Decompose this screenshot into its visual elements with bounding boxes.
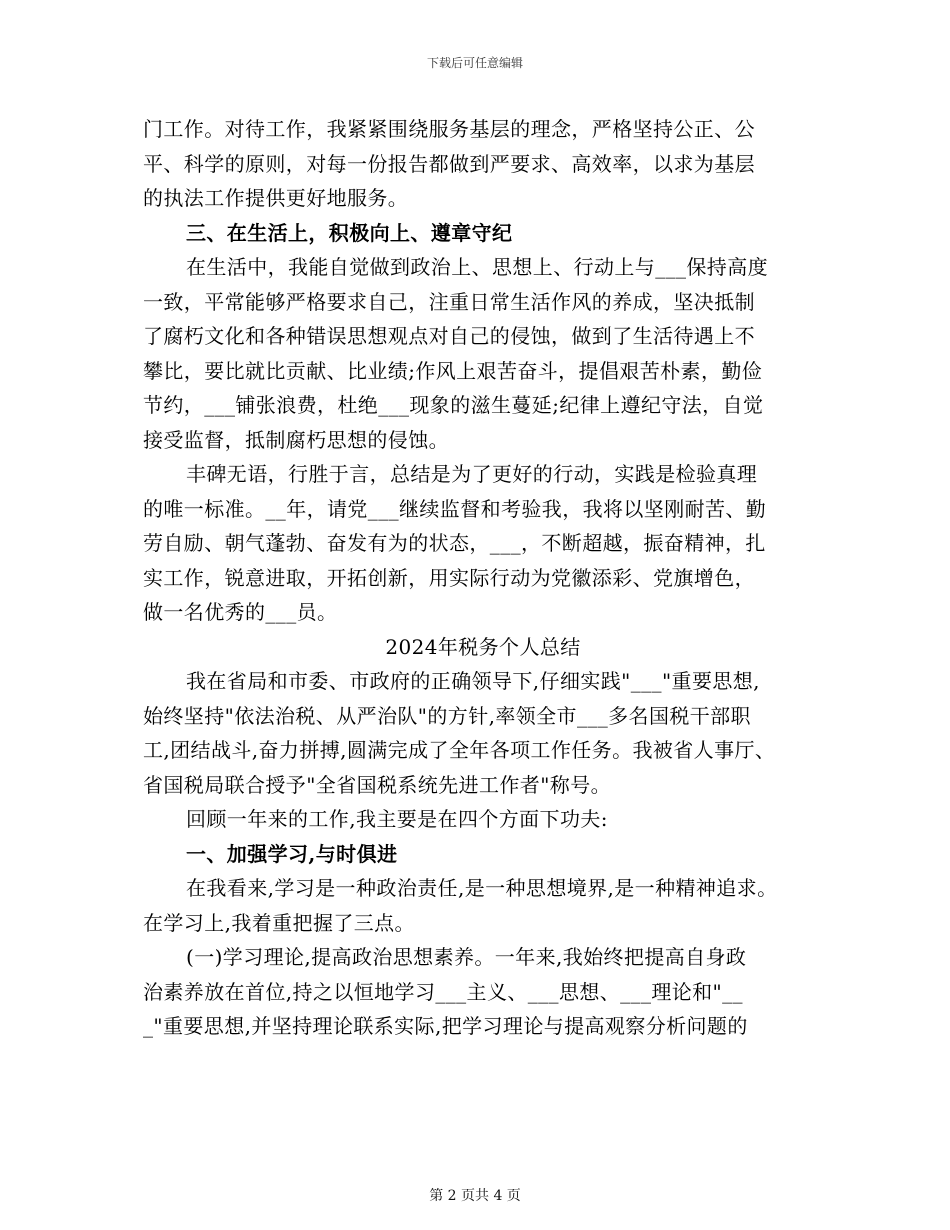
paragraph-line: 节约，___铺张浪费，杜绝___现象的滋生蔓延;纪律上遵纪守法，自觉 [143, 393, 764, 417]
paragraph-line: 做一名优秀的___员。 [143, 600, 338, 624]
paragraph-line: 了腐朽文化和各种错误思想观点对自己的侵蚀，做到了生活待遇上不 [143, 324, 755, 348]
paragraph-line: 在生活中，我能自觉做到政治上、思想上、行动上与___保持高度 [186, 255, 768, 279]
paragraph-line: 省国税局联合授予"全省国税系统先进工作者"称号。 [143, 772, 611, 797]
paragraph-line: 实工作，锐意进取，开拓创新，用实际行动为党徽添彩、党旗增色， [143, 565, 755, 590]
paragraph-line: 回顾一年来的工作,我主要是在四个方面下功夫: [186, 807, 608, 831]
paragraph-line: 攀比，要比就比贡献、比业绩;作风上艰苦奋斗，提倡艰苦朴素，勤俭 [143, 358, 763, 383]
paragraph-line: 在学习上,我着重把握了三点。 [143, 910, 415, 935]
paragraph-line: 丰碑无语，行胜于言，总结是为了更好的行动，实践是检验真理 [186, 462, 758, 486]
paragraph-line: 平、科学的原则，对每一份报告都做到严要求、高效率，以求为基层 [143, 151, 755, 176]
paragraph-line: 的执法工作提供更好地服务。 [143, 186, 409, 210]
section-heading: 一、加强学习,与时俱进 [186, 841, 398, 866]
paragraph-line: 劳自励、朝气蓬勃、奋发有为的状态，___，不断超越，振奋精神，扎 [143, 531, 766, 555]
paragraph-line: 治素养放在首位,持之以恒地学习___主义、___思想、___理论和"__ [143, 979, 743, 1004]
paragraph-line: (一)学习理论,提高政治思想素养。一年来,我始终把提高自身政 [186, 945, 747, 969]
paragraph-line: 始终坚持"依法治税、从严治队"的方针,率领全市___多名国税干部职 [143, 703, 751, 728]
paragraph-line: 接受监督，抵制腐朽思想的侵蚀。 [143, 427, 449, 452]
paragraph-line: 一致，平常能够严格要求自己，注重日常生活作风的养成，坚决抵制 [143, 289, 755, 314]
page-footer-number: 第 2 页共 4 页 [429, 1188, 521, 1204]
document-body [143, 112, 823, 1044]
section-heading: 三、在生活上，积极向上、遵章守纪 [186, 220, 513, 245]
paragraph-line: 我在省局和市委、市政府的正确领导下,仔细实践"___"重要思想, [186, 669, 760, 693]
paragraph-line: 门工作。对待工作，我紧紧围绕服务基层的理念，严格坚持公正、公 [143, 117, 755, 141]
paragraph-line: _"重要思想,并坚持理论联系实际,把学习理论与提高观察分析问题的 [143, 1014, 748, 1038]
paragraph-line: 的唯一标准。__年，请党___继续监督和考验我，我将以坚刚耐苦、勤 [143, 496, 767, 521]
page-header-note: 下载后可任意编辑 [426, 56, 523, 70]
document-title: 2024年税务个人总结 [385, 634, 581, 659]
paragraph-line: 在我看来,学习是一种政治责任,是一种思想境界,是一种精神追求。 [186, 876, 778, 900]
paragraph-line: 工,团结战斗,奋力拼搏,圆满完成了全年各项工作任务。我被省人事厅、 [143, 738, 776, 762]
